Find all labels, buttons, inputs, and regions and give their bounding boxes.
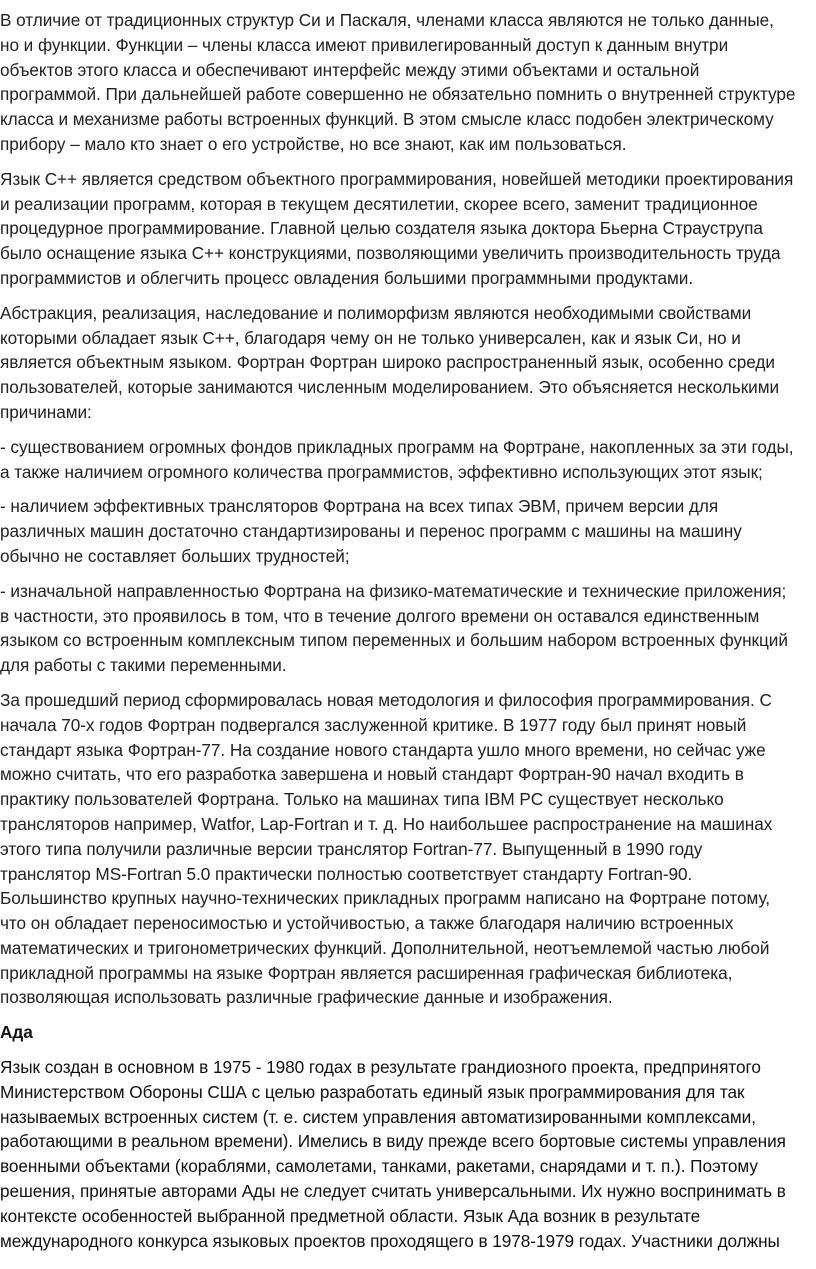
- text-line: различных машин достаточно стандартизированы и перенос программ с машины на машину: [0, 521, 742, 542]
- text-line: Большинство крупных научно-технических прикладных программ написано на Фортране потому,: [0, 888, 771, 909]
- list-item-orientation: [0, 579, 813, 678]
- text-line: практику пользователей Фортрана. Только на машинах типа IBM PC существует несколько: [0, 789, 724, 810]
- text-line: За прошедший период сформировалась новая методология и философия программирования. С: [0, 689, 772, 710]
- text-line: прибору – мало кто знает о его устройстве, но все знают, как им пользоваться.: [0, 133, 627, 154]
- text-line: стандарт языка Фортран-77. На создание нового стандарта ушло много времени, но сейчас уже: [0, 739, 766, 760]
- text-line: но и функции. Функции – члены класса имеют привилегированный доступ к данным внутри: [0, 34, 729, 55]
- text-line: трансляторов например, Watfor, Lap-Fortran и т. д. Но наибольшее распространение на машинах: [0, 813, 773, 834]
- text-line: называемых встроенных систем (т. е. систем управления автоматизированными комплексами,: [0, 1106, 756, 1127]
- text-line: транслятор MS-Fortran 5.0 практически полностью соответствует стандарту Fortran-90.: [0, 863, 693, 884]
- text-line: - изначальной направленностью Фортрана на физико-математические и технические приложения;: [0, 580, 787, 601]
- text-line: Абстракция, реализация, наследование и полиморфизм являются необходимыми свойствами: [0, 302, 752, 323]
- text-line: этого типа получили различные версии транслятор Fortran-77. Выпущенный в 1990 году: [0, 838, 703, 859]
- text-line: пользователей, которые занимаются численным моделированием. Это объясняется несколькими: [0, 377, 780, 398]
- text-line: - наличием эффективных трансляторов Фортрана на всех типах ЭВМ, причем версии для: [0, 496, 719, 517]
- text-line: класса и механизме работы встроенных функций. В этом смысле класс подобен электрическому: [0, 109, 774, 130]
- text-line: обычно не составляет больших трудностей;: [0, 545, 350, 566]
- text-line: Язык С++ является средством объектного программирования, новейшей методики проектирования: [0, 168, 794, 189]
- section-heading-ada: Ада: [0, 1022, 33, 1043]
- paragraph-methodology: [0, 688, 813, 1010]
- text-line: процедурное программирование. Главной целью создателя языка доктора Бьерна Страуструпа: [0, 218, 763, 239]
- paragraph-ada: [0, 1055, 813, 1253]
- text-line: языком со встроенным комплексным типом переменных и большим набором встроенных функций: [0, 630, 788, 651]
- text-line: решения, принятые авторами Ады не следует считать универсальными. Их нужно воспринимать в: [0, 1181, 786, 1202]
- text-line: Язык создан в основном в 1975 - 1980 годах в результате грандиозного проекта, предпринятого: [0, 1057, 761, 1078]
- text-line: и реализации программ, которая в текущем десятилетии, скорее всего, заменит традиционное: [0, 193, 758, 214]
- text-line: В отличие от традиционных структур Си и Паскаля, членами класса являются не только данные,: [0, 10, 774, 30]
- text-line: которыми обладает язык С++, благодаря чему он не только универсален, как и язык Си, но и: [0, 327, 741, 348]
- text-line: а также наличием огромного количества программистов, эффективно использующих этот язык;: [0, 461, 763, 482]
- text-line: прикладной программы на языке Фортран является расширенная графическая библиотека,: [0, 962, 733, 983]
- text-line: позволяющая использовать различные графические данные и изображения.: [0, 987, 613, 1008]
- text-line: является объектным языком. Фортран Фортран широко распространенный язык, особенно среди: [0, 352, 775, 373]
- text-line: военными объектами (кораблями, самолетами, танками, ракетами, снарядами и т. п.). Поэтому: [0, 1156, 758, 1177]
- text-line: Министерством Обороны США с целью разработать единый язык программирования для так: [0, 1081, 745, 1102]
- list-item-funds: [0, 435, 813, 485]
- text-line: математических и тригонометрических функций. Дополнительной, неотъемлемой частью любой: [0, 937, 770, 958]
- text-line: что он обладает переносимостью и устойчивостью, а также благодаря наличию встроенных: [0, 913, 734, 934]
- text-line: можно считать, что его разработка завершена и новый стандарт Фортран-90 начал входить в: [0, 764, 744, 785]
- text-line: причинами:: [0, 401, 92, 422]
- text-line: работающими в реальном времени). Имелись в виду прежде всего бортовые системы управления: [0, 1131, 786, 1152]
- text-line: в частности, это проявилось в том, что в течение долгого времени он оставался единственным: [0, 605, 760, 626]
- list-item-translators: [0, 494, 813, 568]
- text-line: для работы с такими переменными.: [0, 655, 287, 676]
- paragraph-cpp: [0, 167, 813, 291]
- text-line: международного конкурса языковых проектов проходящего в 1978-1979 годах. Участники должны: [0, 1230, 780, 1251]
- text-line: контексте особенностей выбранной предметной области. Язык Ада возник в результате: [0, 1205, 701, 1226]
- text-line: программистов и облегчить процесс овладения большими программными продуктами.: [0, 267, 694, 288]
- text-line: начала 70-х годов Фортран подвергался заслуженной критике. В 1977 году был принят новый: [0, 714, 747, 735]
- paragraph-abstraction-fortran: [0, 301, 813, 425]
- paragraph-classes: [0, 8, 813, 157]
- text-line: было оснащение языка С++ конструкциями, позволяющими увеличить производительность труда: [0, 243, 781, 264]
- text-line: объектов этого класса и обеспечивают интерфейс между этими объектами и остальной: [0, 59, 700, 80]
- text-line: - существованием огромных фондов прикладных программ на Фортране, накопленных за эти годы,: [0, 436, 794, 457]
- text-line: программой. При дальнейшей работе совершенно не обязательно помнить о внутренней структуре: [0, 84, 796, 105]
